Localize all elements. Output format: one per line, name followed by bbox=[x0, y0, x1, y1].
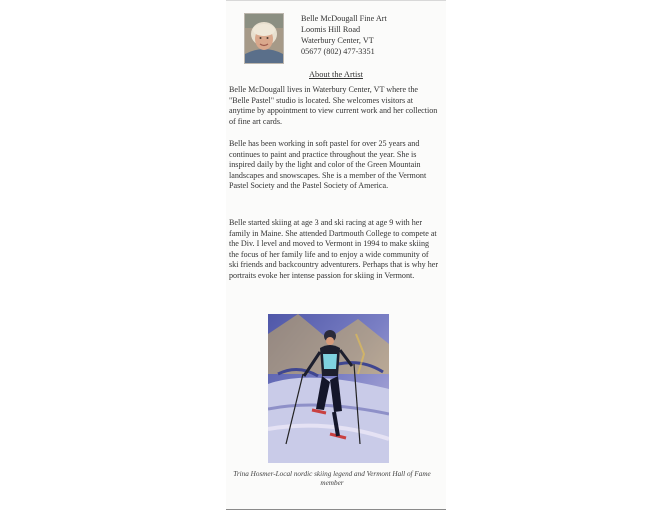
city-state: Waterbury Center, VT bbox=[301, 36, 374, 45]
business-name: Belle McDougall Fine Art bbox=[301, 14, 387, 23]
artist-portrait-photo bbox=[244, 13, 284, 64]
skier-painting bbox=[268, 314, 389, 463]
painting-caption: Trina Hosmer-Local nordic skiing legend and Vermont Hall of Fame member bbox=[233, 470, 431, 487]
bio-paragraph-pastel: Belle has been working in soft pastel for over 25 years and continues to paint and practice throughout the year. She is inspired daily by the light and color of the Green Mountain landscapes and snowscapes. She is a member of the Vermont Pastel Society and the Pastel Society of America. bbox=[229, 139, 427, 191]
bio-paragraph-location: Belle McDougall lives in Waterbury Center, VT where the "Belle Pastel" studio is located. She welcomes visitors at anytime by appointment to view current work and her collection of fine art cards. bbox=[229, 85, 438, 126]
about-heading: About the Artist bbox=[309, 70, 363, 79]
phone-number: 05677 (802) 477-3351 bbox=[301, 47, 375, 56]
contact-block bbox=[301, 13, 441, 57]
street-address: Loomis Hill Road bbox=[301, 25, 361, 34]
bio-paragraph-skiing: Belle started skiing at age 3 and ski racing at age 9 with her family in Maine. She attended Dartmouth College to compete at the Div. I level and moved to Vermont in 1994 to make skiing the focus of her family life and to enjoy a wide community of ski friends and backcountry adventurers. Perhaps that is why her portraits evoke her intense passion for skiing in Vermont. bbox=[229, 218, 439, 280]
